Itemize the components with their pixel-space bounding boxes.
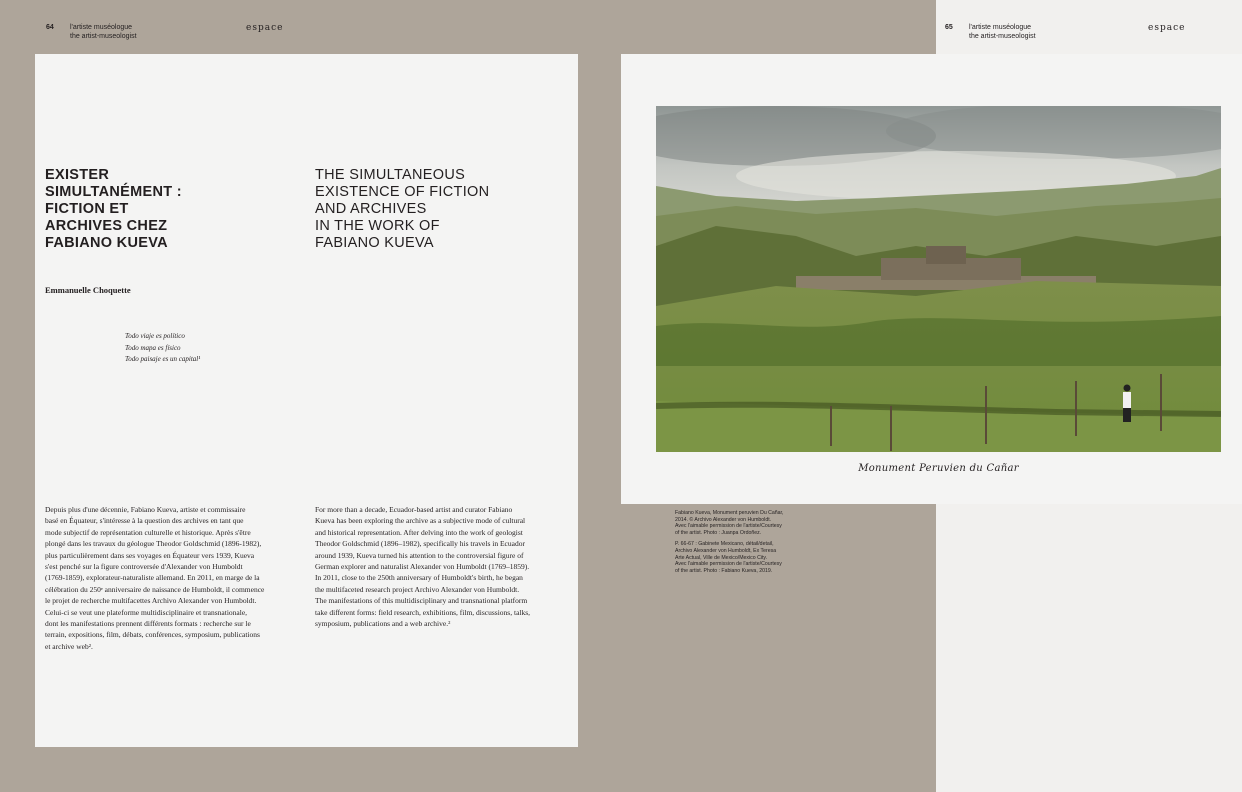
body-line: mode subjectif de représentation culturelle et historique. Après s'être — [45, 527, 251, 537]
running-head-en: the artist-museologist — [969, 32, 1036, 40]
body-line: s'est penché sur la figure controversée d'Alexander von Humboldt — [45, 562, 243, 572]
epigraph-line: Todo mapa es físico — [125, 343, 181, 352]
credit-line: Avec l'aimable permission de l'artiste/Courtesy — [675, 561, 782, 568]
article-card — [35, 54, 578, 747]
title-english — [315, 167, 535, 252]
body-line: (1769-1859), explorateur-naturaliste allemand. En 2011, en marge de la — [45, 573, 260, 583]
body-line: the multifaceted research project Archivo Alexander von Humboldt. — [315, 584, 520, 594]
magazine-logo: espace — [1148, 23, 1186, 33]
title-line: FICTION ET — [45, 201, 129, 217]
body-text-english — [315, 504, 568, 629]
body-line: Kueva has been exploring the archive as a subjective mode of cultural — [315, 516, 526, 526]
credit-line: P. 66-67 : Gabinete Mexicano, détail/detail, — [675, 541, 774, 548]
body-line: Theodor Goldschmid (1896–1982), specifically his travels in Ecuador — [315, 539, 525, 549]
title-line: THE SIMULTANEOUS — [315, 167, 466, 183]
credit-line: Fabiano Kueva, Monument peruvien Du Cañar, — [675, 510, 784, 516]
title-french — [45, 167, 245, 252]
body-line: plongé dans les travaux du géologue Theodor Goldschmid (1896-1982), — [45, 539, 262, 549]
body-line: In 2011, close to the 250th anniversary of Humboldt's birth, he began — [315, 573, 523, 583]
body-line: Celui-ci se veut une plateforme multidisciplinaire et transnationale, — [45, 607, 248, 617]
landscape-photo — [656, 106, 1221, 452]
title-line: AND ARCHIVES — [315, 201, 427, 217]
body-line: le projet de recherche multifacettes Archivo Alexander von Humboldt. — [45, 596, 257, 606]
credit-line: Arte Actual, Ville de Mexico/Mexico City. — [675, 554, 768, 561]
page-number: 64 — [46, 24, 54, 31]
title-line: FABIANO KUEVA — [45, 235, 168, 251]
running-head-fr: l'artiste muséologue — [969, 24, 1032, 31]
body-line: and historical representation. After delving into the work of geologist — [315, 527, 523, 537]
running-head — [969, 24, 1036, 41]
body-line: symposium, publications and a web archive.² — [315, 619, 451, 629]
body-line: dont les manifestations prennent différents formats : recherche sur le — [45, 619, 251, 629]
author-name: Emmanuelle Choquette — [45, 285, 131, 295]
body-line: Depuis plus d'une décennie, Fabiano Kueva, artiste et commissaire — [45, 505, 246, 514]
title-line: EXISTER — [45, 167, 110, 183]
title-line: IN THE WORK OF — [315, 218, 440, 234]
magazine-logo: espace — [246, 23, 284, 33]
body-line: célébration du 250ᵉ anniversaire de naissance de Humboldt, il commence — [45, 584, 265, 594]
credit-line: Avec l'aimable permission de l'artiste/Courtesy — [675, 523, 782, 530]
body-text-french — [45, 504, 298, 652]
body-line: et archive web². — [45, 641, 93, 651]
body-line: around 1939, Kueva turned his attention to the controversial figure of — [315, 550, 524, 560]
body-line: terrain, expositions, film, débats, conférences, symposium, publications — [45, 630, 260, 640]
page-number: 65 — [945, 24, 953, 31]
epigraph — [125, 331, 200, 366]
title-line: FABIANO KUEVA — [315, 235, 434, 251]
epigraph-line: Todo viaje es político — [125, 332, 185, 340]
credit-line: of the artist. Photo : Juanpa Ordoñez. — [675, 529, 762, 536]
body-line: German explorer and naturalist Alexander von Humboldt (1769–1859). — [315, 562, 530, 572]
body-line: For more than a decade, Ecuador-based artist and curator Fabiano — [315, 505, 513, 514]
body-line: plus particulièrement dans ses voyages en Équateur vers 1939, Kueva — [45, 550, 255, 560]
running-head-en: the artist-museologist — [70, 32, 137, 40]
body-line: take different forms: field research, exhibitions, film, discussions, talks, — [315, 607, 531, 617]
photo-credits — [675, 510, 810, 574]
credit-line: of the artist. Photo : Fabiano Kueva, 2019. — [675, 567, 773, 574]
body-line: basé en Équateur, s'intéresse à la question des archives en tant que — [45, 516, 244, 526]
epigraph-line: Todo paisaje es un capital¹ — [125, 355, 201, 363]
title-line: ARCHIVES CHEZ — [45, 218, 168, 234]
title-line: SIMULTANÉMENT : — [45, 184, 182, 200]
credit-line: Archivo Alexander von Humboldt, Ex Teresa — [675, 547, 777, 554]
photo-caption: Monument Peruvien du Cañar — [858, 463, 1019, 474]
body-line: The manifestations of this multidisciplinary and transnational platform — [315, 596, 528, 606]
running-head-fr: l'artiste muséologue — [70, 24, 133, 31]
title-line: EXISTENCE OF FICTION — [315, 184, 490, 200]
credit-line: 2014. © Archivo Alexander von Humboldt. — [675, 516, 772, 523]
running-head — [70, 24, 137, 41]
